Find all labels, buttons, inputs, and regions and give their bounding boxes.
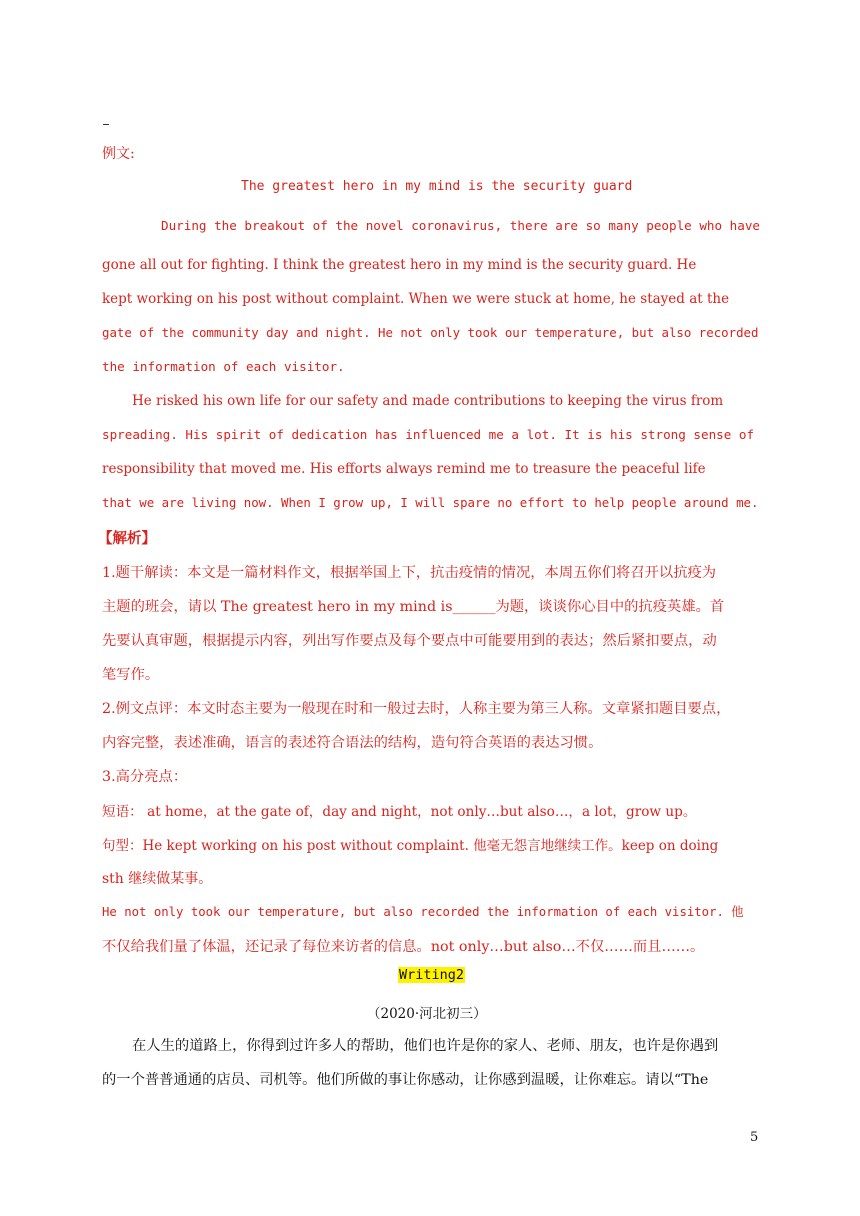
analysis-line-3: 先要认真审题，根据提示内容，列出写作要点及每个要点中可能要用到的表达；然后紧扣要点，动 (102, 633, 717, 649)
analysis-line-6: 内容完整，表述准确，语言的表述符合语法的结构，造句符合英语的表达习惯。 (102, 735, 603, 751)
analysis-line-12: 不仅给我们量了体温，还记录了每位来访者的信息。not only…but also…不仅……而且……。 (102, 939, 705, 955)
source-label: （2020·河北初三） (367, 1006, 487, 1022)
margin-tick (103, 124, 109, 125)
essay-title: The greatest hero in my mind is the security guard (241, 179, 633, 194)
writing-label-highlight: Writing2 (399, 967, 465, 983)
essay-line-3: kept working on his post without complaint. When we were stuck at home, he stayed at the (102, 291, 730, 307)
analysis-line-9: 句型：He kept working on his post without complaint. 他毫无怨言地继续工作。keep on doing (102, 838, 719, 854)
analysis-line-2: 主题的班会，请以 The greatest hero in my mind is______为题，谈谈你心目中的抗疫英雄。首 (102, 599, 725, 615)
essay-line-6: He risked his own life for our safety and made contributions to keeping the virus from (132, 393, 724, 409)
essay-line-7: spreading. His spirit of dedication has influenced me a lot. It is his strong sense of (102, 427, 755, 442)
essay-line-8: responsibility that moved me. His efforts always remind me to treasure the peaceful life (102, 461, 706, 477)
analysis-line-5: 2.例文点评：本文时态主要为一般现在时和一般过去时，人称主要为第三人称。文章紧扣题目要点， (102, 701, 731, 717)
analysis-line-4: 笔写作。 (102, 667, 160, 683)
analysis-line-7: 3.高分亮点： (102, 769, 188, 785)
analysis-line-11: He not only took our temperature, but also recorded the information of each visitor. 他 (102, 905, 744, 919)
prompt-line-1: 在人生的道路上，你得到过许多人的帮助，他们也许是你的家人、老师、朋友，也许是你遇到 (132, 1038, 719, 1054)
analysis-line-10: sth 继续做某事。 (102, 871, 213, 887)
essay-line-4: gate of the community day and night. He not only took our temperature, but also recorded (102, 325, 759, 340)
example-label: 例文: (102, 146, 135, 162)
essay-line-1: During the breakout of the novel coronavirus, there are so many people who have (161, 218, 760, 233)
prompt-line-2: 的一个普普通通的店员、司机等。他们所做的事让你感动，让你感到温暖，让你难忘。请以“The (102, 1072, 709, 1088)
analysis-line-1: 1.题干解读：本文是一篇材料作文，根据举国上下，抗击疫情的情况，本周五你们将召开以抗疫为 (102, 565, 717, 581)
analysis-heading: 【解析】 (98, 530, 156, 547)
analysis-line-8: 短语： at home，at the gate of，day and night，not only…but also…，a lot，grow up。 (102, 804, 697, 820)
writing-label (398, 967, 465, 983)
essay-line-2: gone all out for fighting. I think the greatest hero in my mind is the security guard. He (102, 257, 697, 273)
essay-line-9: that we are living now. When I grow up, I will spare no effort to help people around me. (102, 495, 759, 510)
page-number: 5 (750, 1130, 759, 1145)
essay-line-5: the information of each visitor. (102, 359, 345, 374)
